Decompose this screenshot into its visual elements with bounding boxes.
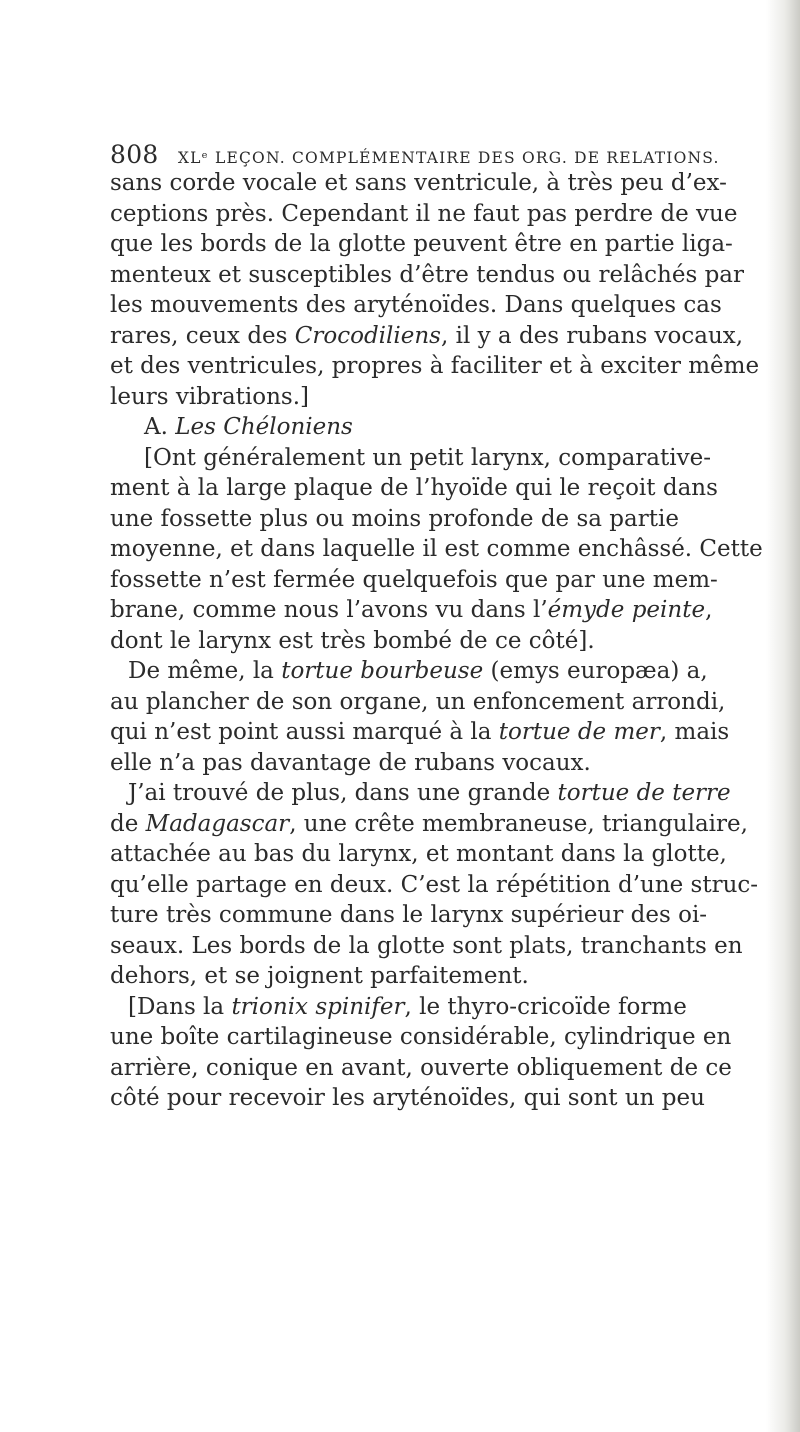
text-run: leurs vibrations.]: [110, 383, 310, 410]
text-line: [110, 931, 770, 962]
italic-term: Les Chéloniens: [175, 414, 353, 440]
text-run: A.: [144, 414, 176, 440]
text-line: [110, 168, 770, 199]
page-edge-shadow: [766, 0, 800, 1432]
italic-term: tortue bourbeuse: [281, 658, 484, 684]
text-run: seaux. Les bords de la glotte sont plats, tranchants en: [110, 932, 743, 959]
text-run: rares, ceux des: [110, 322, 295, 349]
text-line: [110, 260, 770, 291]
text-run: au plancher de son organe, un enfoncement arrondi,: [110, 688, 726, 715]
text-run: que les bords de la glotte peuvent être en partie liga-: [110, 231, 733, 257]
text-run: , il y a des rubans vocaux,: [440, 322, 744, 349]
text-line: [110, 1053, 770, 1084]
text-run: qu’elle partage en deux. C’est la répétition d’une struc-: [110, 871, 759, 898]
text-run: une boîte cartilagineuse considérable, cylindrique en: [110, 1024, 732, 1050]
text-line: [110, 656, 770, 687]
italic-term: tortue de mer: [498, 719, 660, 745]
text-line: [110, 351, 770, 382]
text-line: [110, 900, 770, 931]
text-line: [110, 687, 770, 718]
text-line: [110, 778, 770, 809]
text-line: [110, 961, 770, 992]
text-run: , le thyro-cricoïde forme: [404, 993, 687, 1020]
text-line: [110, 839, 770, 870]
text-run: dehors, et se joignent parfaitement.: [110, 963, 529, 989]
italic-term: émyde peinte: [547, 597, 706, 623]
text-line: [110, 809, 770, 840]
text-run: attachée au bas du larynx, et montant dans la glotte,: [110, 841, 727, 867]
text-run: une fossette plus ou moins profonde de sa partie: [110, 505, 679, 532]
text-run: moyenne, et dans laquelle il est comme enchâssé. Cette: [110, 536, 763, 562]
text-line: [110, 504, 770, 535]
text-line: [110, 748, 770, 779]
text-line: [110, 199, 770, 230]
page-number: 808: [110, 140, 159, 169]
text-line: [110, 626, 770, 657]
text-line: [110, 1022, 770, 1053]
italic-term: trionix spinifer: [231, 993, 405, 1020]
text-run: De même, la: [128, 658, 282, 684]
text-line: [110, 443, 770, 474]
text-run: côté pour recevoir les aryténoïdes, qui sont un peu: [110, 1085, 705, 1111]
text-line: [110, 382, 770, 413]
text-run: elle n’a pas davantage de rubans vocaux.: [110, 749, 591, 776]
text-run: ture très commune dans le larynx supérieur des oi-: [110, 902, 708, 928]
text-run: menteux et susceptibles d’être tendus ou relâchés par: [110, 261, 745, 288]
text-run: qui n’est point aussi marqué à la: [110, 719, 499, 745]
running-header: [110, 140, 730, 169]
text-line: [110, 412, 770, 443]
text-run: de: [110, 810, 146, 837]
text-run: et des ventricules, propres à faciliter et à exciter même: [110, 353, 760, 379]
italic-term: tortue de terre: [557, 780, 731, 806]
text-run: [Dans la: [128, 993, 232, 1020]
text-run: dont le larynx est très bombé de ce côté].: [110, 627, 595, 654]
text-line: [110, 992, 770, 1023]
text-line: [110, 870, 770, 901]
text-line: [110, 534, 770, 565]
text-line: [110, 473, 770, 504]
text-run: (emys europæa) a,: [483, 658, 708, 684]
text-run: fossette n’est fermée quelquefois que par une mem-: [110, 566, 718, 593]
text-line: [110, 595, 770, 626]
text-line: [110, 229, 770, 260]
text-run: ,: [705, 597, 713, 623]
text-run: ment à la large plaque de l’hyoïde qui le reçoit dans: [110, 475, 718, 501]
text-line: [110, 565, 770, 596]
body-text: [110, 168, 770, 1114]
text-run: , une crête membraneuse, triangulaire,: [289, 810, 748, 837]
text-run: ceptions près. Cependant il ne faut pas perdre de vue: [110, 200, 738, 227]
text-run: sans corde vocale et sans ventricule, à très peu d’ex-: [110, 170, 727, 196]
running-head-title: XLᵉ LEÇON. COMPLÉMENTAIRE DES ORG. DE RELATIONS.: [177, 149, 720, 167]
text-line: [110, 290, 770, 321]
text-run: arrière, conique en avant, ouverte obliquement de ce: [110, 1054, 732, 1081]
text-run: brane, comme nous l’avons vu dans l’: [110, 597, 548, 623]
text-line: [110, 717, 770, 748]
text-run: , mais: [659, 719, 730, 745]
text-run: J’ai trouvé de plus, dans une grande: [128, 780, 558, 806]
text-line: [110, 1083, 770, 1114]
text-run: [Ont généralement un petit larynx, comparative-: [144, 444, 711, 471]
text-line: [110, 321, 770, 352]
italic-term: Crocodiliens: [294, 322, 441, 349]
text-run: les mouvements des aryténoïdes. Dans quelques cas: [110, 292, 722, 318]
italic-term: Madagascar: [145, 810, 290, 837]
